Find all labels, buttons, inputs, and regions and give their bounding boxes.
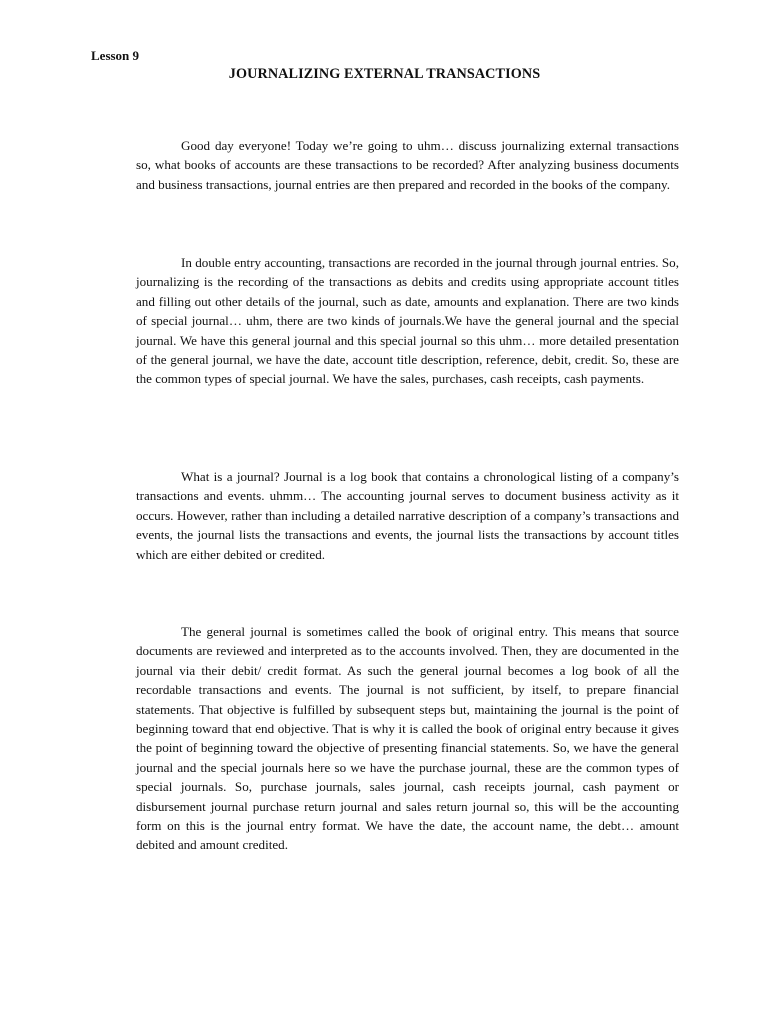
paragraph-what-is-journal: What is a journal? Journal is a log book that contains a chronological listing of a company’s transactions and events. uhmm… The accounting journal serves to document business activity as it occurs. However, rather than including a detailed narrative description of a company’s transactions and events, the journal lists the transactions and events, the journal lists the transactions by account titles which are either debited or credited.: [136, 469, 679, 562]
page-title: JOURNALIZING EXTERNAL TRANSACTIONS: [228, 66, 541, 82]
lesson-label: Lesson 9: [91, 48, 140, 63]
paragraph-double-entry: In double entry accounting, transactions are recorded in the journal through journal entries. So, journalizing is the recording of the transactions as debits and credits using appropriate account titles and filling out other details of the journal, such as date, amounts and explanation. There are two kinds of special journal… uhm, there are two kinds of journals.We have the general journal and the special journal. We have this general journal and this special journal so this uhm… more detailed presentation of the general journal, we have the date, account title description, reference, debit, credit. So, these are the common types of special journal. We have the sales, purchases, cash receipts, cash payments.: [136, 255, 679, 387]
paragraph-general-journal: The general journal is sometimes called the book of original entry. This means that source documents are reviewed and interpreted as to the accounts involved. Then, they are documented in the journal via their debit/ credit format. As such the general journal becomes a log book of all the recordable transactions and events. The journal is not sufficient, by itself, to prepare financial statements. That objective is fulfilled by subsequent steps but, maintaining the journal is the point of beginning toward that end objective. That is why it is called the book of original entry because it gives the point of beginning toward the objective of presenting financial statements. So, we have the general journal and the special journals here so we have the purchase journal, these are the common types of special journals. So, purchase journals, sales journal, cash receipts journal, cash payment or disbursement journal purchase return journal and sales return journal so, this will be the accounting form on this is the journal entry format. We have the date, the account name, the debt… amount debited and amount credited.: [136, 624, 679, 853]
paragraph-intro: Good day everyone! Today we’re going to uhm… discuss journalizing external transactions so, what books of accounts are these transactions to be recorded? After analyzing business documents and business transactions, journal entries are then prepared and recorded in the books of the company.: [136, 138, 679, 192]
